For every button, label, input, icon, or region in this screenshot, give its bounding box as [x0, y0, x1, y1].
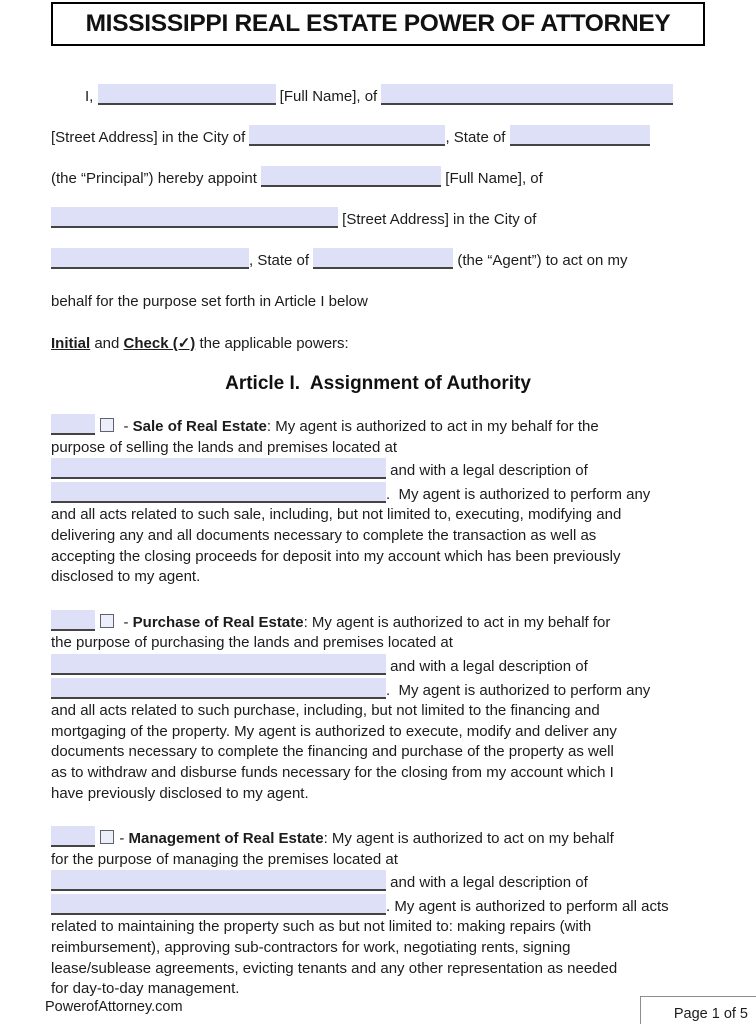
document-title: MISSISSIPPI REAL ESTATE POWER OF ATTORNEY	[85, 10, 671, 37]
text-run: : My agent is authorized to act in my behalf for	[303, 613, 611, 631]
page-number: Page 1 of 5	[673, 1006, 748, 1022]
text-run: -	[115, 418, 133, 435]
text-run: for day-to-day management.	[51, 980, 240, 998]
document-title-box	[51, 2, 705, 46]
fill-in-blank[interactable]	[51, 207, 338, 228]
intro-line	[51, 240, 705, 281]
power-line	[51, 678, 705, 702]
intro-line	[51, 158, 705, 199]
text-run	[95, 614, 99, 631]
power-line	[51, 850, 705, 871]
fill-in-blank[interactable]	[51, 458, 386, 479]
fill-in-blank[interactable]	[51, 248, 249, 269]
text-run: for the purpose of managing the premises located at	[51, 850, 398, 868]
initials-field[interactable]	[51, 414, 95, 435]
power-line	[51, 722, 705, 743]
fill-in-blank[interactable]	[261, 166, 441, 187]
powers-section	[51, 414, 705, 1000]
text-run: mortgaging of the property. My agent is authorized to execute, modify and deliver any	[51, 722, 617, 740]
text-run: [Street Address] in the City of	[338, 211, 537, 228]
power-line	[51, 979, 705, 1000]
text-run: [Street Address] in the City of	[51, 129, 250, 146]
text-run: [Full Name], of	[441, 170, 543, 187]
power-name: Management of Real Estate	[128, 830, 324, 848]
text-run: . My agent is authorized to perform all acts	[386, 897, 669, 915]
text-run: : My agent is authorized to act in my behalf for the	[266, 418, 599, 435]
article-heading: Article I. Assignment of Authority	[225, 373, 531, 394]
fill-in-blank[interactable]	[249, 125, 445, 146]
text-run: and	[90, 335, 124, 352]
page-content	[51, 0, 705, 1000]
text-run: (the “Principal”) hereby appoint	[51, 170, 262, 187]
emphasis-term: Initial	[51, 335, 91, 352]
power-line	[51, 414, 705, 438]
power-line	[51, 917, 705, 938]
power-name: Sale of Real Estate	[132, 418, 267, 435]
text-run: [Full Name], of	[275, 88, 382, 105]
power-clause-sale-of-real-estate	[51, 414, 705, 588]
power-line	[51, 742, 705, 763]
power-line	[51, 610, 705, 634]
text-run: , State of	[249, 252, 314, 269]
text-run: I,	[85, 88, 98, 105]
fill-in-blank[interactable]	[51, 870, 386, 891]
text-run	[95, 830, 99, 847]
power-line	[51, 438, 705, 459]
fill-in-blank[interactable]	[313, 248, 453, 269]
fill-in-blank[interactable]	[51, 894, 386, 915]
power-line	[51, 894, 705, 918]
intro-paragraph	[51, 76, 705, 322]
footer-cell-border-left	[640, 996, 641, 1024]
text-run: as to withdraw and disburse funds necessary for the closing from my account which I	[51, 763, 614, 781]
power-line	[51, 870, 705, 894]
power-clause-management-of-real-estate	[51, 826, 705, 1000]
text-run: . My agent is authorized to perform any	[386, 485, 651, 503]
text-run: and with a legal description of	[386, 874, 588, 892]
text-run: . My agent is authorized to perform any	[386, 681, 651, 699]
power-line	[51, 526, 705, 547]
text-run: behalf for the purpose set forth in Article I below	[51, 293, 368, 310]
text-run	[95, 418, 99, 435]
text-run: purpose of selling the lands and premises located at	[51, 438, 398, 456]
footer-website: PowerofAttorney.com	[45, 999, 183, 1015]
text-run: accepting the closing proceeds for deposit into my account which has been previously	[51, 547, 621, 565]
text-run: have previously disclosed to my agent.	[51, 784, 309, 802]
text-run: : My agent is authorized to act on my behalf	[323, 830, 614, 848]
power-line	[51, 505, 705, 526]
fill-in-blank[interactable]	[51, 654, 386, 675]
power-line	[51, 633, 705, 654]
power-line	[51, 654, 705, 678]
intro-line	[51, 76, 705, 117]
initials-field[interactable]	[51, 826, 95, 847]
power-line	[51, 784, 705, 805]
power-line	[51, 567, 705, 588]
power-line	[51, 458, 705, 482]
power-line	[51, 959, 705, 980]
fill-in-blank[interactable]	[381, 84, 673, 105]
text-run: and all acts related to such sale, including, but not limited to, executing, modifying and	[51, 506, 622, 524]
power-line	[51, 482, 705, 506]
fill-in-blank[interactable]	[51, 482, 386, 503]
fill-in-blank[interactable]	[510, 125, 650, 146]
text-run: lease/sublease agreements, evicting tenants and any other representation as needed	[51, 959, 618, 977]
power-line	[51, 701, 705, 722]
text-run: reimbursement), approving sub-contractors for work, negotiating rents, signing	[51, 939, 571, 957]
power-line	[51, 938, 705, 959]
power-line	[51, 763, 705, 784]
text-run: the applicable powers:	[195, 335, 349, 352]
intro-line	[51, 199, 705, 240]
intro-line	[51, 281, 705, 322]
text-run: and with a legal description of	[386, 462, 588, 480]
checkbox[interactable]	[100, 418, 114, 432]
text-run: documents necessary to complete the financing and purchase of the property as well	[51, 743, 614, 761]
checkbox[interactable]	[100, 614, 114, 628]
fill-in-blank[interactable]	[51, 678, 386, 699]
text-run: and all acts related to such purchase, including, but not limited to the financing and	[51, 702, 600, 720]
text-run: -	[115, 613, 133, 631]
power-line	[51, 826, 705, 850]
instruction-line	[51, 333, 705, 354]
text-run: the purpose of purchasing the lands and premises located at	[51, 634, 453, 652]
text-run: , State of	[445, 129, 510, 146]
fill-in-blank[interactable]	[98, 84, 276, 105]
text-run: -	[115, 830, 129, 848]
checkbox[interactable]	[100, 830, 114, 844]
intro-line	[51, 117, 705, 158]
text-run: and with a legal description of	[386, 657, 588, 675]
text-run: related to maintaining the property such as but not limited to: making repairs (with	[51, 918, 592, 936]
emphasis-term: Check (✓)	[123, 335, 196, 352]
text-run: delivering any and all documents necessary to complete the transaction as well as	[51, 526, 597, 544]
initials-field[interactable]	[51, 610, 95, 631]
power-name: Purchase of Real Estate	[132, 613, 304, 631]
text-run: (the “Agent”) to act on my	[453, 252, 628, 269]
text-run: disclosed to my agent.	[51, 568, 201, 586]
footer-cell-border-top	[640, 996, 756, 997]
power-clause-purchase-of-real-estate	[51, 610, 705, 804]
power-line	[51, 547, 705, 568]
